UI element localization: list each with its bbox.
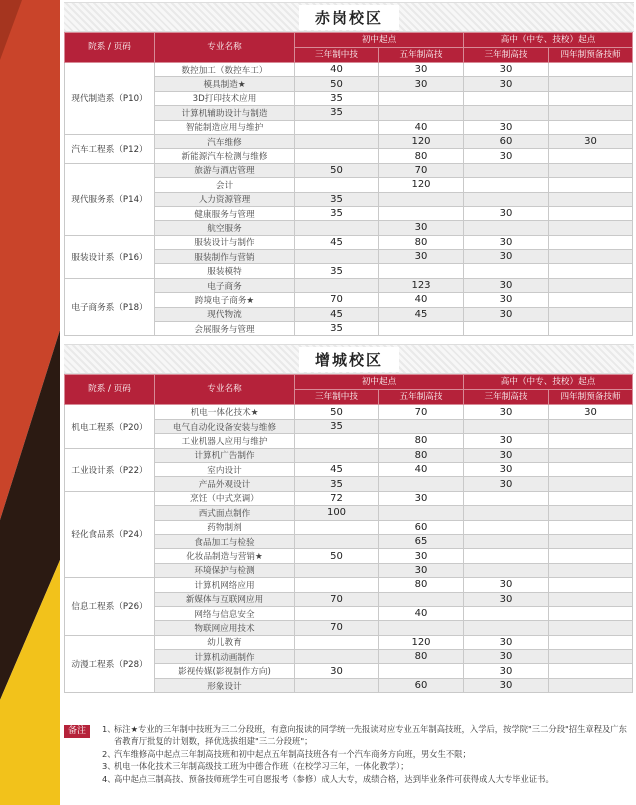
quota-cell: 40 [379,293,464,307]
quota-cell [379,192,464,206]
quota-cell: 40 [379,462,464,476]
quota-cell [295,635,379,649]
quota-cell: 30 [379,221,464,235]
campus-title [64,2,634,32]
table-row [65,578,633,592]
major-cell: 汽车维修 [155,134,295,148]
major-cell: 会计 [155,178,295,192]
header-senior: 高中（中专、技校）起点 [464,375,633,390]
quota-cell: 30 [379,63,464,77]
note-number: 3、 [102,761,116,772]
department-cell: 动漫工程系（P28） [65,635,155,693]
quota-cell: 50 [295,549,379,563]
quota-cell: 80 [379,149,464,163]
quota-cell [464,621,549,635]
quota-cell: 70 [295,621,379,635]
quota-cell: 30 [379,250,464,264]
quota-cell [549,491,633,505]
quota-cell [379,664,464,678]
quota-cell: 35 [295,419,379,433]
quota-cell [549,178,633,192]
major-cell: 机电一体化技术★ [155,405,295,419]
major-cell: 西式面点制作 [155,506,295,520]
quota-cell [464,322,549,336]
quota-cell: 30 [464,77,549,91]
quota-cell [549,293,633,307]
quota-cell: 35 [295,322,379,336]
table-row [65,448,633,462]
quota-cell: 120 [379,178,464,192]
quota-cell: 30 [464,206,549,220]
quota-cell: 60 [379,678,464,692]
quota-cell [295,534,379,548]
quota-cell: 30 [464,63,549,77]
quota-cell [549,120,633,134]
header-senior: 高中（中专、技校）起点 [464,33,633,48]
major-cell: 服装设计与制作 [155,235,295,249]
quota-cell [295,149,379,163]
quota-cell: 30 [464,477,549,491]
quota-cell [379,106,464,120]
table-row [65,405,633,419]
quota-cell: 60 [464,134,549,148]
quota-cell: 45 [295,307,379,321]
quota-cell [464,106,549,120]
header-s4: 四年制预备技师 [549,48,633,63]
quota-cell: 72 [295,491,379,505]
header-s1: 三年制中技 [295,390,379,405]
quota-cell: 35 [295,264,379,278]
quota-cell [549,664,633,678]
quota-cell [379,91,464,105]
department-cell: 信息工程系（P26） [65,578,155,636]
quota-cell [295,448,379,462]
department-cell: 汽车工程系（P12） [65,134,155,163]
major-cell: 电气自动化设备安装与维修 [155,419,295,433]
quota-cell: 35 [295,206,379,220]
quota-cell: 70 [379,405,464,419]
header-dept: 院系 / 页码 [65,375,155,405]
note-item [102,773,634,785]
quota-cell [549,578,633,592]
quota-cell: 50 [295,77,379,91]
quota-cell [549,448,633,462]
quota-cell [549,250,633,264]
quota-cell: 30 [464,278,549,292]
major-cell: 产品外观设计 [155,477,295,491]
quota-cell [464,264,549,278]
major-cell: 计算机辅助设计与制造 [155,106,295,120]
quota-cell: 65 [379,534,464,548]
quota-cell: 80 [379,235,464,249]
quota-cell [464,563,549,577]
major-cell: 健康服务与管理 [155,206,295,220]
quota-cell [549,192,633,206]
quota-cell: 30 [464,149,549,163]
table-row [65,491,633,505]
quota-cell [295,520,379,534]
quota-cell: 30 [549,134,633,148]
quota-cell: 40 [379,606,464,620]
quota-cell [549,462,633,476]
quota-cell: 50 [295,163,379,177]
quota-cell [549,63,633,77]
quota-cell: 45 [379,307,464,321]
header-dept: 院系 / 页码 [65,33,155,63]
quota-cell [295,578,379,592]
campus-name: 赤岗校区 [299,5,399,30]
quota-cell [549,307,633,321]
quota-cell [464,163,549,177]
notes-tag: 备注 [64,725,90,738]
quota-cell [464,506,549,520]
note-item [102,760,634,772]
header-s3: 三年制高技 [464,390,549,405]
quota-cell [379,621,464,635]
header-s2: 五年制高技 [379,48,464,63]
table-row [65,163,633,177]
quota-cell [549,678,633,692]
note-text: 机电一体化技术三年制高级技工班为中德合作班（在校学习三年，一体化教学）； [114,761,409,772]
quota-cell: 30 [379,563,464,577]
quota-cell: 30 [464,462,549,476]
quota-cell [549,534,633,548]
department-cell: 电子商务系（P18） [65,278,155,336]
table-row [65,134,633,148]
quota-cell: 30 [464,650,549,664]
major-cell: 环境保护与检测 [155,563,295,577]
note-number: 2、 [102,748,116,759]
quota-cell [464,520,549,534]
header-s2: 五年制高技 [379,390,464,405]
major-cell: 跨境电子商务★ [155,293,295,307]
header-s1: 三年制中技 [295,48,379,63]
major-cell: 会展服务与管理 [155,322,295,336]
major-cell: 药物制剂 [155,520,295,534]
header-junior: 初中起点 [295,33,464,48]
major-cell: 物联网应用技术 [155,621,295,635]
header-s3: 三年制高技 [464,48,549,63]
quota-cell [379,592,464,606]
quota-cell [464,419,549,433]
table-row [65,63,633,77]
major-cell: 服装模特 [155,264,295,278]
quota-cell: 30 [464,293,549,307]
quota-cell: 30 [464,664,549,678]
enrollment-table [64,32,633,336]
department-cell: 现代服务系（P14） [65,163,155,235]
quota-cell [549,235,633,249]
quota-cell [295,650,379,664]
quota-cell [549,621,633,635]
quota-cell: 30 [379,491,464,505]
quota-cell [295,278,379,292]
campus-name: 增城校区 [299,347,399,372]
quota-cell: 30 [464,307,549,321]
quota-cell [295,434,379,448]
quota-cell: 120 [379,134,464,148]
quota-cell [464,534,549,548]
enrollment-table [64,374,633,693]
quota-cell [549,434,633,448]
quota-cell [549,549,633,563]
quota-cell [295,606,379,620]
quota-cell: 45 [295,462,379,476]
quota-cell [549,77,633,91]
major-cell: 人力资源管理 [155,192,295,206]
note-text: 标注★专业的三年制中技班为三二分段班，有意向报读的同学统一先报读对应专业五年制高技班，入学后，按学院"三二分段"招生章程及广东省教育厅批复的计划数，择优选拔组建"三二分段班"； [114,724,627,747]
quota-cell [295,678,379,692]
quota-cell [295,563,379,577]
quota-cell [549,477,633,491]
major-cell: 模具制造★ [155,77,295,91]
quota-cell: 35 [295,192,379,206]
quota-cell: 80 [379,434,464,448]
quota-cell: 40 [295,63,379,77]
quota-cell [549,106,633,120]
quota-cell [379,419,464,433]
department-cell: 现代制造系（P10） [65,63,155,135]
quota-cell: 30 [464,592,549,606]
major-cell: 烹饪（中式烹调） [155,491,295,505]
major-cell: 室内设计 [155,462,295,476]
quota-cell: 45 [295,235,379,249]
notes-list [102,723,634,785]
note-text: 汽车维修高中起点三年制高技班和初中起点五年制高技班各有一个汽车商务方向班，男女生不限； [114,748,471,759]
quota-cell [549,221,633,235]
quota-cell [549,163,633,177]
major-cell: 计算机广告制作 [155,448,295,462]
left-decoration [0,0,60,805]
note-number: 4、 [102,773,116,784]
quota-cell: 30 [379,77,464,91]
quota-cell [464,491,549,505]
major-cell: 网络与信息安全 [155,606,295,620]
major-cell: 化妆品制造与营销★ [155,549,295,563]
quota-cell [464,91,549,105]
quota-cell [295,221,379,235]
quota-cell [379,264,464,278]
note-item [102,723,634,748]
quota-cell [549,563,633,577]
header-major: 专业名称 [155,375,295,405]
major-cell: 新能源汽车检测与维修 [155,149,295,163]
quota-cell: 30 [464,120,549,134]
quota-cell [464,221,549,235]
quota-cell: 70 [295,293,379,307]
quota-cell [549,91,633,105]
major-cell: 现代物流 [155,307,295,321]
quota-cell: 30 [464,448,549,462]
major-cell: 电子商务 [155,278,295,292]
quota-cell: 30 [464,578,549,592]
header-s4: 四年制预备技师 [549,390,633,405]
quota-cell: 30 [464,250,549,264]
quota-cell [295,120,379,134]
quota-cell: 80 [379,578,464,592]
quota-cell [549,650,633,664]
major-cell: 计算机网络应用 [155,578,295,592]
campus-title [64,344,634,374]
quota-cell [549,592,633,606]
major-cell: 幼儿教育 [155,635,295,649]
note-number: 1、 [102,724,116,734]
major-cell: 新媒体与互联网应用 [155,592,295,606]
quota-cell: 30 [549,405,633,419]
quota-cell: 60 [379,520,464,534]
quota-cell [295,178,379,192]
quota-cell [295,250,379,264]
major-cell: 形象设计 [155,678,295,692]
quota-cell [464,549,549,563]
major-cell: 影视传媒(影视制作方向) [155,664,295,678]
quota-cell: 30 [464,678,549,692]
enrollment-tables [64,0,634,693]
major-cell: 3D打印技术应用 [155,91,295,105]
quota-cell: 30 [379,549,464,563]
quota-cell [549,635,633,649]
table-row [65,278,633,292]
quota-cell: 35 [295,477,379,491]
department-cell: 工业设计系（P22） [65,448,155,491]
major-cell: 旅游与酒店管理 [155,163,295,177]
major-cell: 智能制造应用与维护 [155,120,295,134]
quota-cell [464,606,549,620]
quota-cell: 100 [295,506,379,520]
quota-cell [464,192,549,206]
major-cell: 食品加工与检验 [155,534,295,548]
quota-cell [549,419,633,433]
quota-cell: 30 [464,405,549,419]
note-item [102,748,634,760]
quota-cell: 30 [464,235,549,249]
quota-cell [549,520,633,534]
quota-cell [295,134,379,148]
quota-cell: 35 [295,106,379,120]
quota-cell: 80 [379,448,464,462]
quota-cell [549,506,633,520]
header-major: 专业名称 [155,33,295,63]
quota-cell: 80 [379,650,464,664]
quota-cell: 40 [379,120,464,134]
quota-cell [379,322,464,336]
department-cell: 机电工程系（P20） [65,405,155,448]
quota-cell [379,506,464,520]
quota-cell [549,606,633,620]
major-cell: 工业机器人应用与维护 [155,434,295,448]
quota-cell: 123 [379,278,464,292]
quota-cell: 120 [379,635,464,649]
quota-cell [549,322,633,336]
quota-cell [549,206,633,220]
quota-cell: 50 [295,405,379,419]
quota-cell: 70 [379,163,464,177]
quota-cell [549,264,633,278]
quota-cell: 30 [295,664,379,678]
notes-section [64,723,634,785]
department-cell: 服装设计系（P16） [65,235,155,278]
quota-cell: 30 [464,635,549,649]
quota-cell: 30 [464,434,549,448]
quota-cell [464,178,549,192]
quota-cell [379,206,464,220]
quota-cell [379,477,464,491]
quota-cell: 70 [295,592,379,606]
table-row [65,635,633,649]
header-junior: 初中起点 [295,375,464,390]
note-text: 高中起点三制高技、预备技师班学生可自愿报考（参修）成人大专，成绩合格，达到毕业条件可获得成人大专毕业证书。 [114,773,554,784]
major-cell: 航空服务 [155,221,295,235]
quota-cell [549,149,633,163]
major-cell: 计算机动画制作 [155,650,295,664]
major-cell: 服装制作与营销 [155,250,295,264]
quota-cell [549,278,633,292]
department-cell: 轻化食品系（P24） [65,491,155,577]
major-cell: 数控加工（数控车工） [155,63,295,77]
quota-cell: 35 [295,91,379,105]
table-row [65,235,633,249]
